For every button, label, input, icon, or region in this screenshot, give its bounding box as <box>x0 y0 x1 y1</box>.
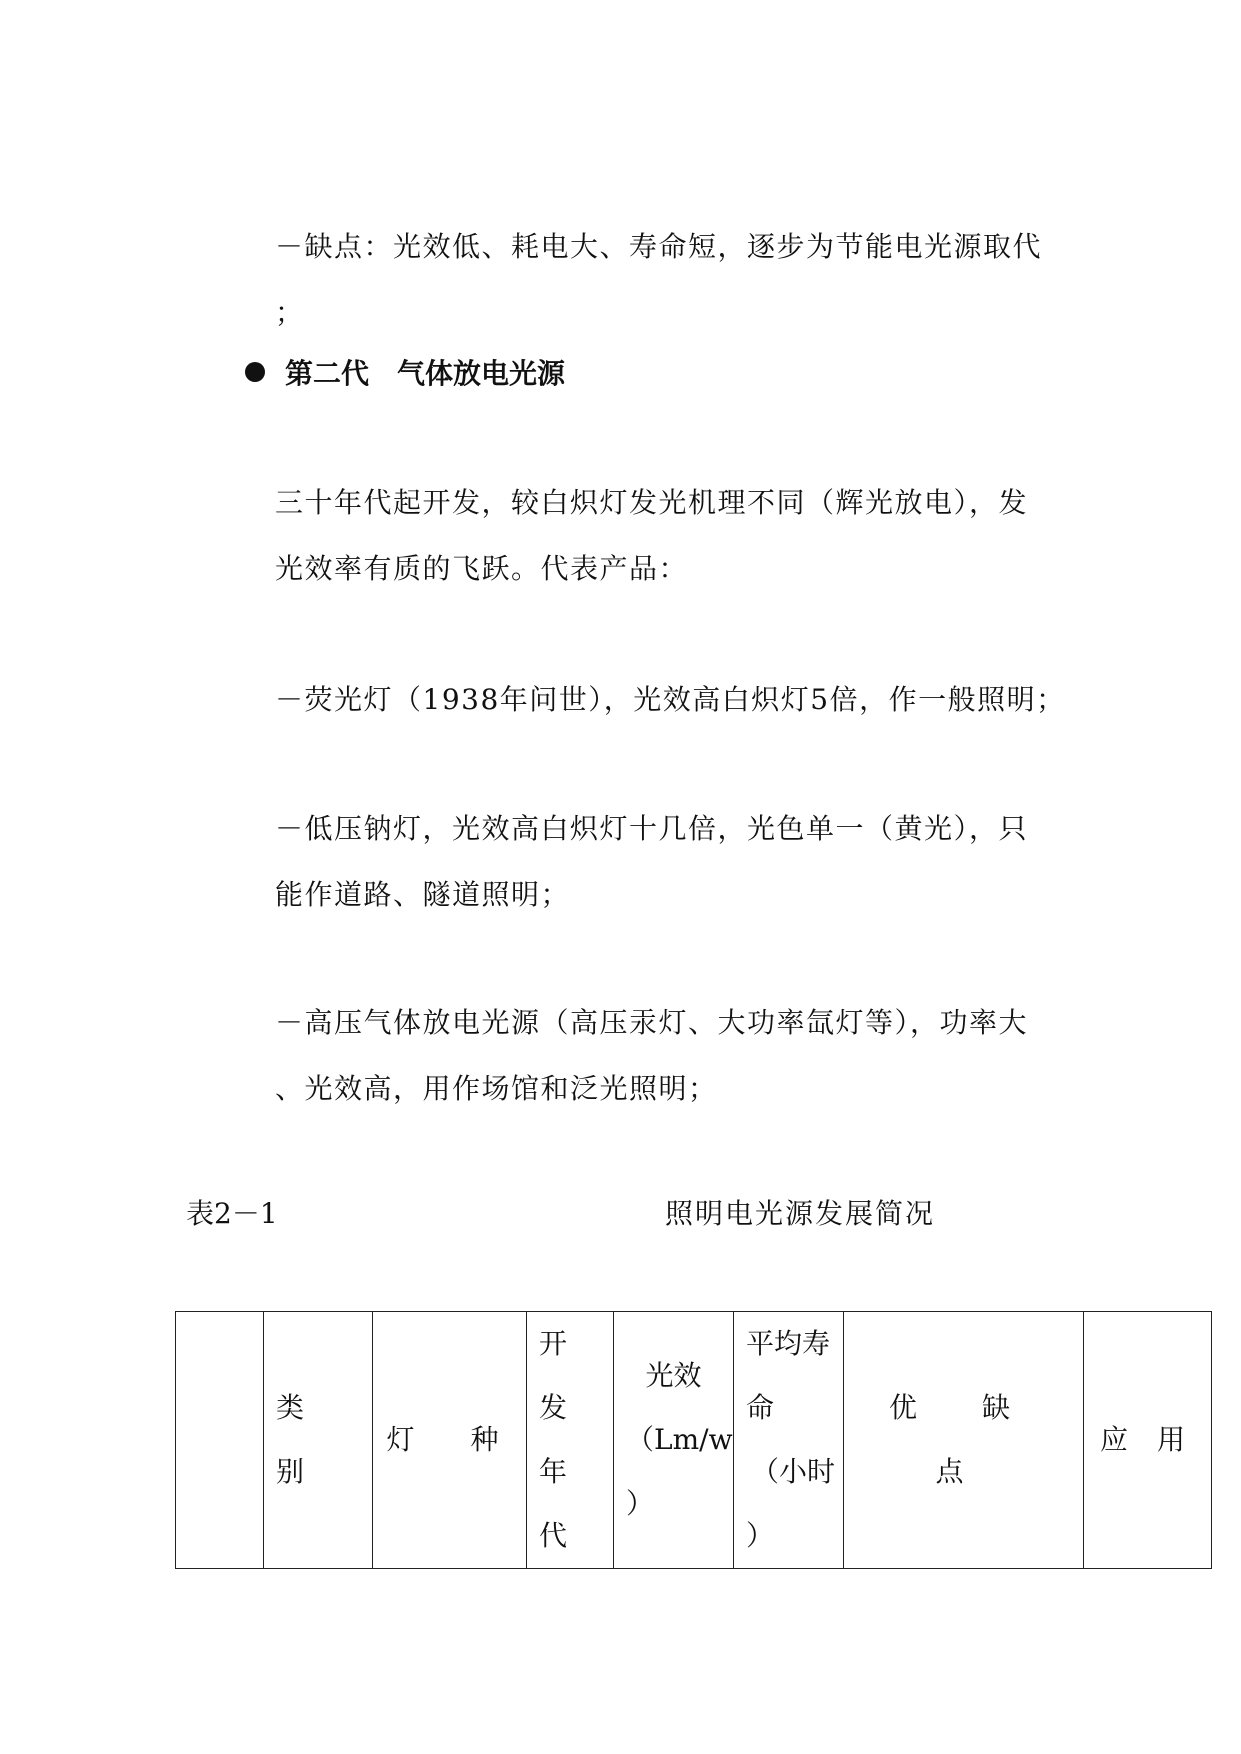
header-category <box>264 1312 373 1569</box>
header-category-a: 类 <box>276 1391 305 1424</box>
header-lifetime-c: （小时 <box>750 1455 835 1488</box>
header-lamp-type-text: 灯 种 <box>386 1423 513 1456</box>
table-number: 表2－1 <box>186 1197 278 1230</box>
header-lifetime-a: 平均寿 <box>746 1327 831 1360</box>
paragraph-hid-line1: －高压气体放电光源（高压汞灯、大功率氙灯等），功率大 <box>275 1006 1029 1039</box>
header-category-b: 别 <box>276 1455 305 1488</box>
header-dev-era <box>527 1312 614 1569</box>
header-efficacy <box>614 1312 734 1569</box>
header-blank <box>176 1312 264 1569</box>
paragraph-intro-line2: 光效率有质的飞跃。代表产品： <box>275 552 689 585</box>
paragraph-intro-line1: 三十年代起开发，较白炽灯发光机理不同（辉光放电），发 <box>275 486 1029 519</box>
bullet-icon <box>245 362 265 382</box>
light-source-table <box>175 1311 1212 1569</box>
header-pros-cons <box>844 1312 1084 1569</box>
header-lifetime-d: ） <box>746 1519 775 1552</box>
section-heading-text: 第二代 气体放电光源 <box>285 357 566 390</box>
paragraph-disadvantages-line2: ； <box>275 296 305 329</box>
header-application <box>1084 1312 1212 1569</box>
header-lifetime-b: 命 <box>746 1391 775 1424</box>
paragraph-hid-line2: 、光效高，用作场馆和泛光照明； <box>275 1072 718 1105</box>
table-title: 照明电光源发展简况 <box>665 1197 936 1230</box>
header-dev-era-d: 代 <box>539 1519 568 1552</box>
header-efficacy-b: （Lm/w <box>626 1423 733 1456</box>
paragraph-disadvantages-line1: －缺点：光效低、耗电大、寿命短，逐步为节能电光源取代 <box>275 230 1043 263</box>
header-dev-era-b: 发 <box>539 1391 568 1424</box>
header-lifetime <box>734 1312 844 1569</box>
header-dev-era-c: 年 <box>539 1455 568 1488</box>
header-efficacy-c: ） <box>626 1487 655 1520</box>
header-lamp-type <box>373 1312 527 1569</box>
header-dev-era-a: 开 <box>539 1327 568 1360</box>
section-heading <box>245 357 565 391</box>
header-efficacy-a: 光效 <box>645 1359 702 1392</box>
header-application-text: 应 用 <box>1100 1423 1195 1456</box>
paragraph-sodium-line1: －低压钠灯，光效高白炽灯十几倍，光色单一（黄光），只 <box>275 812 1029 845</box>
paragraph-sodium-line2: 能作道路、隧道照明； <box>275 878 571 911</box>
table-header-row <box>176 1312 1212 1569</box>
paragraph-fluorescent: －荧光灯（1938年问世），光效高白炽灯5倍，作一般照明； <box>275 683 1066 716</box>
header-pros-cons-text: 优 缺 点 <box>889 1391 1038 1488</box>
